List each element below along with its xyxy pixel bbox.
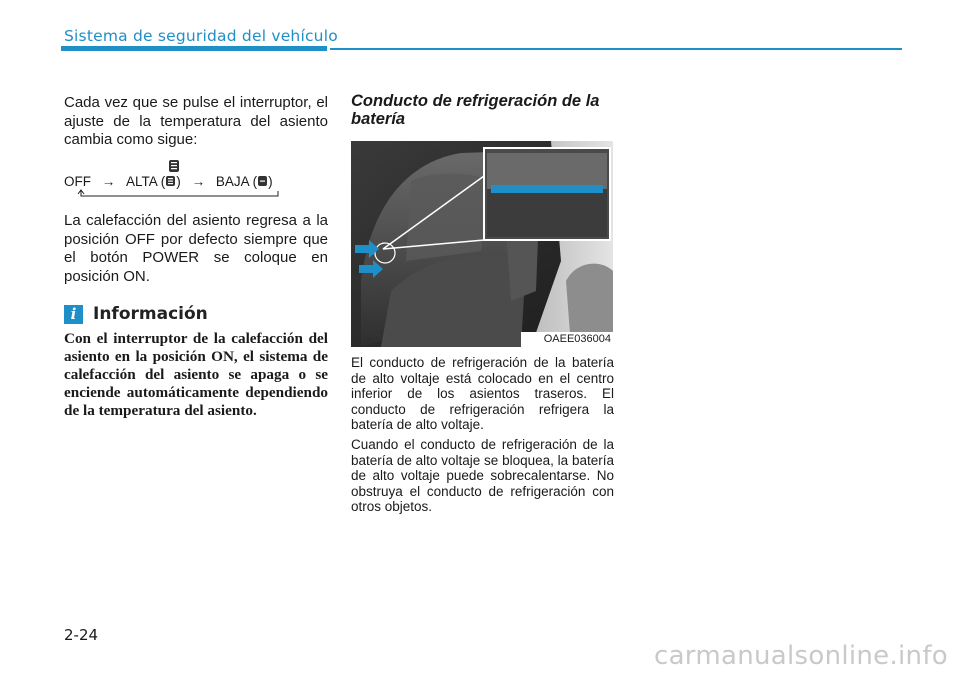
default-off-paragraph: La calefacción del asiento regresa a la posición OFF por defecto siempre que el botón POWER se coloque en posición ON. [64,212,328,285]
header-rule-thin [330,48,902,50]
left-column [64,94,328,150]
info-body: Con el interruptor de la calefacción del asiento en la posición ON, el sistema de calefacción del asiento se apaga o se enciende automáticamente dependiendo de la temperatura del asiento. [64,330,328,419]
page-number: 2-24 [64,626,99,644]
sequence-cycle-line [64,158,294,198]
duct-warning-paragraph: Cuando el conducto de refrigeración de la batería de alto voltaje se bloquea, la batería de alto voltaje puede sobrecalentarse. No obstruya el conducto de refrigeración con otros objetos. [351,436,614,515]
info-heading [64,304,208,324]
rear-seat-photo [351,141,613,347]
photo-code: OAEE036004 [521,332,613,347]
info-icon: i [64,305,83,324]
intro-paragraph: Cada vez que se pulse el interruptor, el ajuste de la temperatura del asiento cambia como sigue: [64,94,328,148]
header-title: Sistema de seguridad del vehículo [64,27,338,45]
sequence-baja: BAJA ( [215,174,258,189]
right-column [351,355,614,515]
sequence-close-1: ) [176,174,181,189]
duct-location-paragraph: El conducto de refrigeración de la batería de alto voltaje está colocado en el centro inferior de los asientos traseros. El conducto de refrigeración refrigera la batería de alto voltaje. [351,355,614,433]
sequence-close-2: ) [268,174,273,189]
arrow-icon: → [101,174,116,189]
header-rule-thick [61,46,327,51]
left-paragraph-2-wrap [64,212,328,286]
arrow-icon: → [191,174,206,189]
info-title: Información [93,304,208,324]
watermark-text: carmanualsonline.info [653,641,948,671]
sequence-off: OFF [64,174,91,189]
sequence-alta: ALTA ( [126,174,166,189]
section-title: Conducto de refrigeración de la batería [351,92,600,128]
